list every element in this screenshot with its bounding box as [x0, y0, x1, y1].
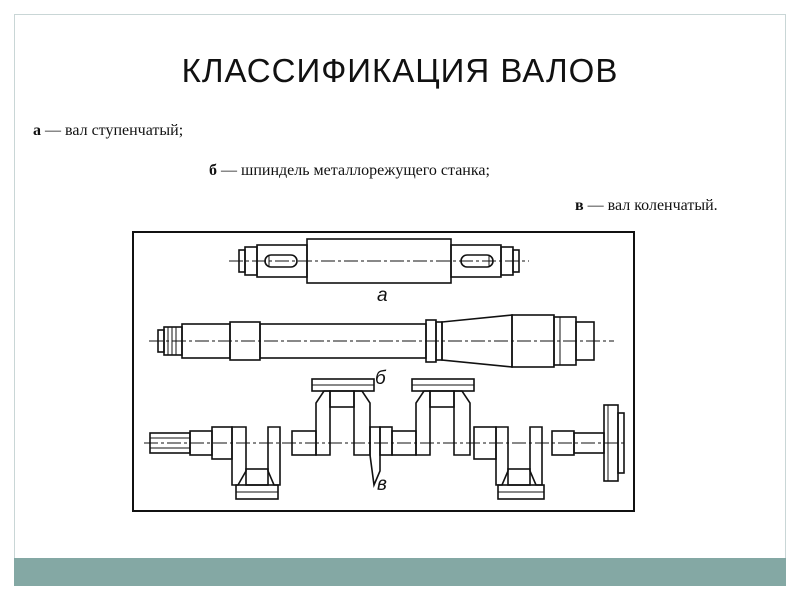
shafts-figure [132, 231, 635, 512]
caption-c-text: — вал коленчатый. [583, 197, 718, 214]
caption-c-letter: в [575, 197, 584, 214]
slide-title: КЛАССИФИКАЦИЯ ВАЛОВ [181, 52, 619, 89]
stepped-shaft-drawing [229, 239, 529, 283]
bottom-band [14, 558, 786, 586]
caption-a-letter: а [33, 122, 41, 139]
caption-b [209, 162, 490, 180]
caption-a-text: — вал ступенчатый; [41, 122, 184, 139]
figure-label-c: в [377, 474, 387, 495]
caption-c [575, 197, 718, 215]
caption-a [33, 122, 183, 140]
figure-label-a: а [377, 285, 388, 306]
spindle-drawing [149, 315, 614, 367]
caption-b-letter: б [209, 162, 217, 179]
figure-label-b: б [375, 368, 386, 389]
caption-b-text: — шпиндель металлорежущего станка; [217, 162, 490, 179]
